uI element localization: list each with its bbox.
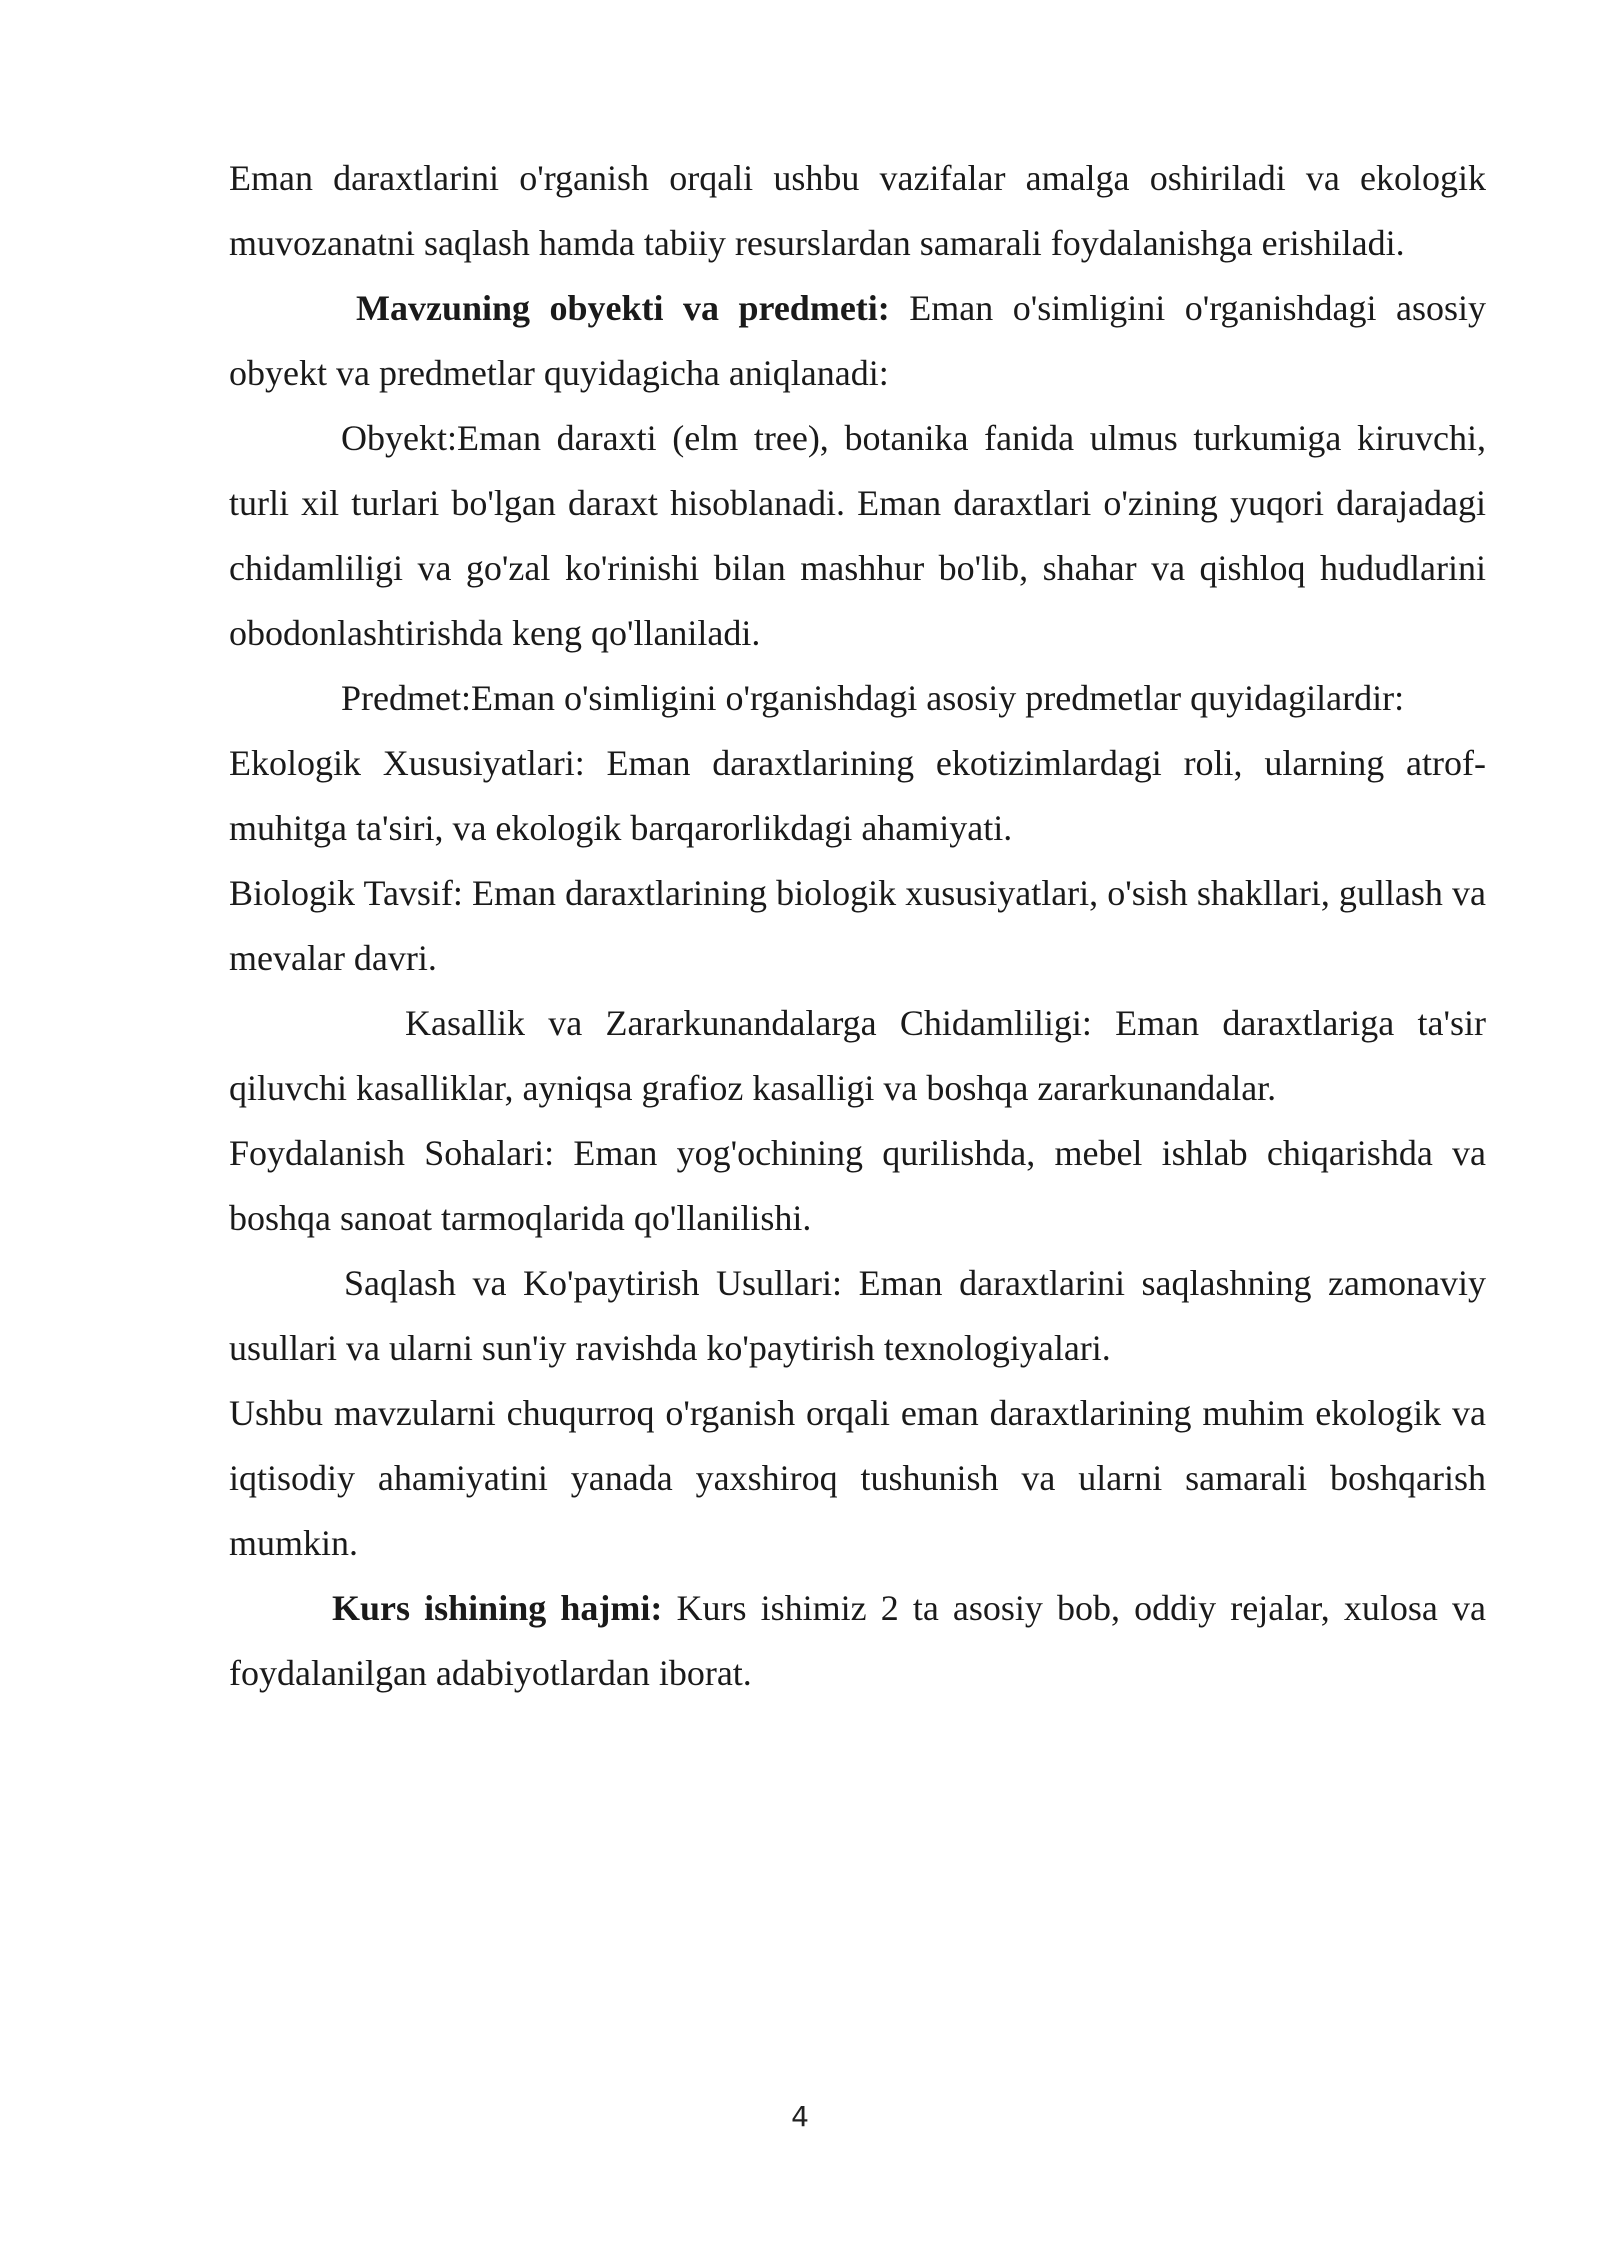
paragraph-ecological-properties — [229, 731, 1486, 861]
paragraph-preservation-methods — [229, 1251, 1486, 1381]
paragraph-intro-conclusion — [229, 146, 1486, 276]
paragraph-disease-resistance — [229, 991, 1486, 1121]
paragraph-text: Ekologik Xususiyatlari: Eman daraxtlarining ekotizimlardagi roli, ularning atrof-muhitga ta'siri, va ekologik barqarorlikdagi ahamiyati. — [229, 743, 1486, 848]
paragraph-subject-object — [229, 276, 1486, 406]
page-number: 4 — [791, 2100, 809, 2133]
paragraph-text: Obyekt:Eman daraxti (elm tree), botanika fanida ulmus turkumiga kiruvchi, turli xil turlari bo'lgan daraxt hisoblanadi. Eman daraxtlari o'zining yuqori darajadagi chidamliligi va go'zal ko'rinishi bilan mashhur bo'lib, shahar va qishloq hududlarini obodonlashtirishda keng qo'llaniladi. — [229, 418, 1486, 653]
paragraph-text: Foydalanish Sohalari: Eman yog'ochining qurilishda, mebel ishlab chiqarishda va boshqa sanoat tarmoqlarida qo'llanilishi. — [229, 1133, 1486, 1238]
paragraph-subject — [229, 666, 1486, 731]
paragraph-text: Predmet:Eman o'simligini o'rganishdagi asosiy predmetlar quyidagilardir: — [341, 678, 1405, 718]
paragraph-text: Saqlash va Ko'paytirish Usullari: Eman daraxtlarini saqlashning zamonaviy usullari va ularni sun'iy ravishda ko'paytirish texnologiyalari. — [229, 1263, 1486, 1368]
paragraph-text: Ushbu mavzularni chuqurroq o'rganish orqali eman daraxtlarining muhim ekologik va iqtisodiy ahamiyatini yanada yaxshiroq tushunish va ularni samarali boshqarish mumkin. — [229, 1393, 1486, 1563]
paragraph-text: Eman o'simligini o'rganishdagi asosiy obyekt va predmetlar quyidagicha aniqlanadi: — [229, 288, 1486, 393]
paragraph-text: Kasallik va Zararkunandalarga Chidamliligi: Eman daraxtlariga ta'sir qiluvchi kasalliklar, ayniqsa grafioz kasalligi va boshqa zararkunandalar. — [229, 1003, 1486, 1108]
paragraph-text: Kurs ishimiz 2 ta asosiy bob, oddiy rejalar, xulosa va foydalanilgan adabiyotlardan iborat. — [229, 1588, 1486, 1693]
paragraph-summary — [229, 1381, 1486, 1576]
paragraph-text: Biologik Tavsif: Eman daraxtlarining biologik xususiyatlari, o'sish shakllari, gullash va mevalar davri. — [229, 873, 1486, 978]
section-heading-course-volume: Kurs ishining hajmi: — [332, 1588, 663, 1628]
paragraph-text: Eman daraxtlarini o'rganish orqali ushbu vazifalar amalga oshiriladi va ekologik muvozanatni saqlash hamda tabiiy resurslardan samarali foydalanishga erishiladi. — [229, 158, 1486, 263]
paragraph-course-volume — [229, 1576, 1486, 1706]
paragraph-object — [229, 406, 1486, 666]
paragraph-biological-description — [229, 861, 1486, 991]
paragraph-usage-areas — [229, 1121, 1486, 1251]
section-heading-subject-object: Mavzuning obyekti va predmeti: — [356, 288, 890, 328]
body-text — [229, 146, 1486, 1706]
